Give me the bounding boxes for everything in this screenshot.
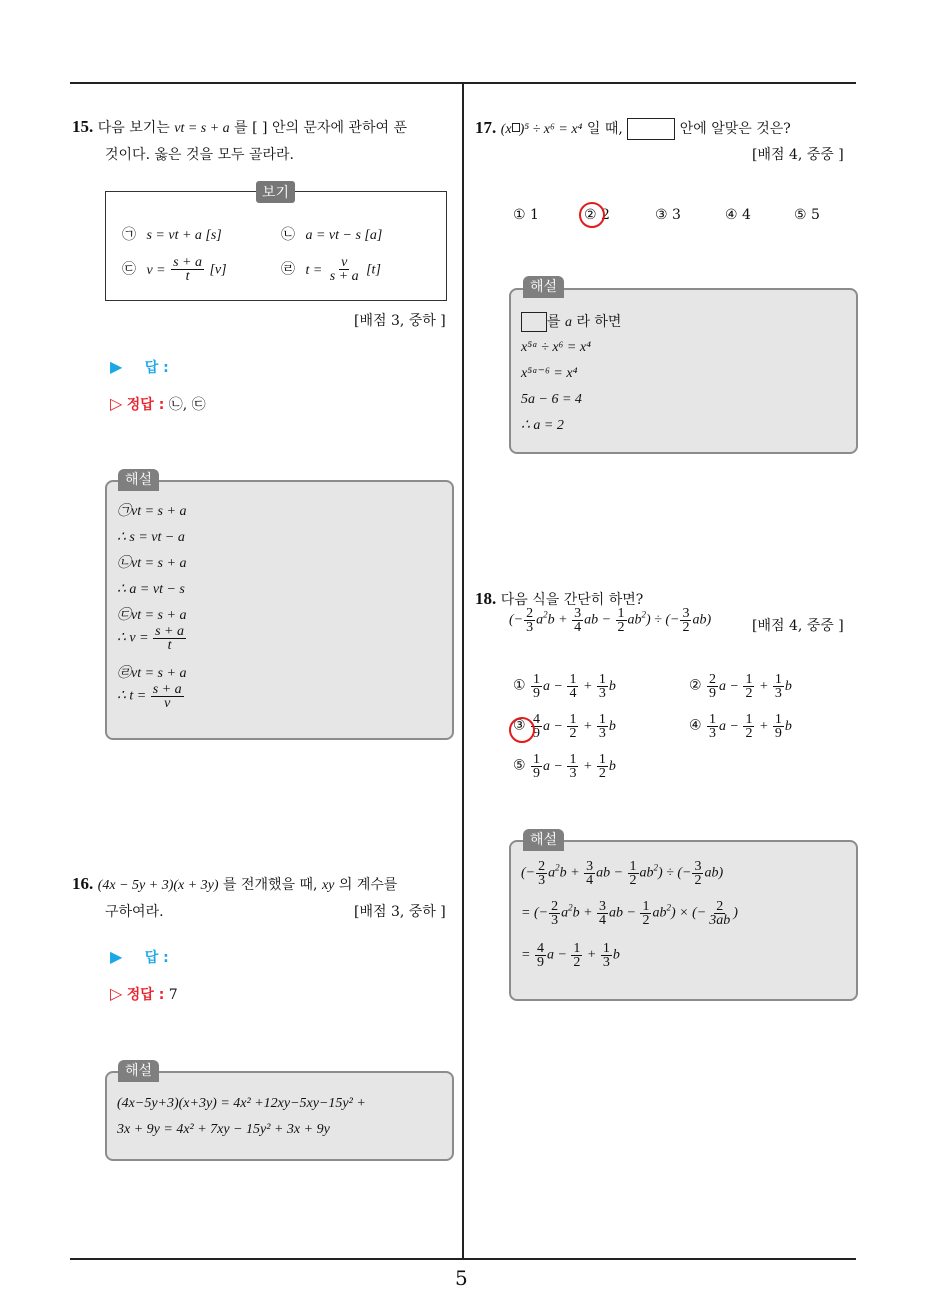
q16-solution-tab: 해설: [118, 1060, 159, 1082]
q18-choice-2[interactable]: ② $\frac{2}{9}$ a − $\frac{1}{2}$ + $\frac{1}{3}$ b: [689, 672, 792, 701]
q16-stem-a: 를 전개했을 때,: [223, 877, 318, 893]
q17-sol-blank: [521, 312, 547, 332]
q15-option-c-lhs: v =: [146, 262, 166, 278]
q18-expression: (− $\frac{2}{3}$ $a^2b$ + $\frac{3}{4}$ ab − $\frac{1}{2}$ $ab^2$) ÷ (− $\frac{3}{2}$ ab): [509, 606, 712, 635]
q15-stem-b: 를 [ ] 안의 문자에 관하여 푼: [234, 120, 408, 136]
q15-number: 15.: [72, 117, 94, 136]
outline-triangle-icon: ▷: [110, 394, 123, 413]
q15-stem-math: vt = s + a: [174, 121, 230, 136]
q17-sol-line5: ∴ a = 2: [521, 418, 564, 433]
q15-key-row: [110, 395, 206, 414]
q15-sol-line8: [117, 683, 185, 710]
q15-sol-line2: ∴ s = vt − a: [117, 530, 185, 545]
q15-line1: [72, 118, 407, 138]
play-icon: ▶: [110, 947, 123, 966]
q15-sol-line1: ㉠vt = s + a: [117, 504, 187, 519]
q16-line2: 구하여라.: [105, 904, 164, 920]
q16-stem-math: (4x − 5y + 3)(x + 3y): [97, 878, 219, 893]
q16-answer-label: 답 :: [144, 950, 169, 966]
q17-sol-line1-a: 를: [547, 314, 561, 330]
q17-sol-line4: 5a − 6 = 4: [521, 392, 582, 407]
q16-key-value: 7: [168, 987, 178, 1003]
q16-line1: [72, 875, 397, 895]
q18-solution-tab: 해설: [523, 829, 564, 851]
q15-answer-label: 답 :: [144, 360, 169, 376]
q18-sol-line2: = (− $\frac{2}{3}$ $a^2b$ + $\frac{3}{4}$ ab − $\frac{1}{2}$ $ab^2$) × (− $\frac{2}{3ab}$ ): [521, 899, 738, 928]
q15-sol-line6-lhs: ∴ v =: [117, 630, 149, 646]
q17-sol-line1-var: a: [564, 315, 572, 330]
q17-number: 17.: [475, 118, 497, 137]
q17-score: [배점 4, 중중 ]: [752, 147, 844, 163]
q15-score: [배점 3, 중하 ]: [354, 313, 446, 329]
q18-choice-3-mark: ③: [513, 717, 526, 734]
q15-option-d-num: v: [341, 255, 348, 270]
q17-sol-line3: x⁵ᵃ⁻⁶ = x⁴: [521, 366, 578, 381]
q18-number: 18.: [475, 589, 497, 608]
q16-key-label: 정답 :: [126, 987, 165, 1003]
q17-stem-end: 안에 알맞은 것은?: [679, 121, 791, 137]
q18-sol-line3: = $\frac{4}{9}$ a − $\frac{1}{2}$ + $\frac{1}{3}$ b: [521, 941, 620, 970]
q15-sol-line3: ㉡vt = s + a: [117, 556, 187, 571]
q15-sol-line7: ㉣vt = s + a: [117, 666, 187, 681]
q15-option-c-bracket: [v]: [209, 262, 227, 278]
q16-answer-row[interactable]: [110, 948, 169, 967]
q15-answer-row[interactable]: [110, 358, 169, 377]
q16-solution-box: [105, 1071, 454, 1161]
q18-choice-2-mark: ②: [689, 677, 702, 694]
q15-key-value: ㉡, ㉢: [168, 397, 206, 413]
play-icon: ▶: [110, 357, 123, 376]
q16-stem-var: xy: [321, 878, 335, 893]
q15-sol-line6-num: s + a: [155, 624, 184, 639]
q17-selected-mark: [579, 202, 605, 228]
q15-sol-line8-num: s + a: [152, 682, 182, 697]
q15-sol-line6-den: t: [167, 638, 172, 653]
q17-line1: [475, 118, 791, 140]
q18-choice-5-mark: ⑤: [513, 757, 526, 774]
q15-key-label: 정답 :: [126, 397, 165, 413]
q16-sol-line1: (4x−5y+3)(x+3y) = 4x² +12xy−5xy−15y² +: [117, 1096, 366, 1111]
q17-blank-box: [627, 118, 675, 140]
q15-option-d-mark: ㉣: [281, 261, 295, 278]
q15-option-d-bracket: [t]: [366, 262, 381, 278]
column-divider: [462, 82, 464, 1260]
q15-sol-line8-den: v: [164, 696, 171, 711]
q18-sol-line1: (− $\frac{2}{3}$ $a^2b$ + $\frac{3}{4}$ ab − $\frac{1}{2}$ $ab^2$) ÷ (− $\frac{3}{2}$ ab): [521, 859, 724, 888]
q17-sol-line2: x⁵ᵃ ÷ x⁶ = x⁴: [521, 340, 591, 355]
q15-option-d: [281, 256, 381, 283]
q15-option-d-den: s + a: [329, 269, 359, 284]
bottom-rule: [70, 1258, 856, 1260]
q18-choice-1[interactable]: ① $\frac{1}{9}$ a − $\frac{1}{4}$ + $\frac{1}{3}$ b: [513, 672, 616, 701]
q15-example-box: [105, 191, 447, 301]
q18-choice-5[interactable]: ⑤ $\frac{1}{9}$ a − $\frac{1}{3}$ + $\frac{1}{2}$ b: [513, 752, 616, 781]
q17-sol-line1: [521, 312, 621, 332]
q17-stem-word: 일 때,: [586, 121, 623, 137]
q15-sol-line6: [117, 625, 187, 652]
q15-option-c-num: s + a: [173, 255, 202, 270]
q15-option-b-text: a = vt − s [a]: [305, 228, 383, 243]
q15-option-c-den: t: [185, 269, 190, 284]
q17-choice-3[interactable]: ③ 3: [655, 207, 681, 223]
q17-solution-tab: 해설: [523, 276, 564, 298]
outline-triangle-icon: ▷: [110, 984, 123, 1003]
q15-option-a-mark: ㉠: [122, 227, 136, 243]
page-number: 5: [455, 1266, 468, 1290]
q15-stem-a: 다음 보기는: [97, 120, 170, 136]
q17-choice-5[interactable]: ⑤ 5: [794, 207, 820, 223]
q17-sol-line1-b: 라 하면: [576, 314, 622, 330]
q15-sol-line5: ㉢vt = s + a: [117, 608, 187, 623]
q18-choice-4[interactable]: ④ $\frac{1}{3}$ a − $\frac{1}{2}$ + $\frac{1}{9}$ b: [689, 712, 792, 741]
q15-option-c-mark: ㉢: [122, 261, 136, 278]
q16-stem-b: 의 계수를: [338, 877, 398, 893]
q16-score: [배점 3, 중하 ]: [354, 904, 446, 920]
q16-sol-line2: 3x + 9y = 4x² + 7xy − 15y² + 3x + 9y: [117, 1122, 330, 1137]
q17-choice-1[interactable]: ① 1: [513, 207, 539, 223]
q18-choice-3[interactable]: ③ $\frac{4}{9}$ a − $\frac{1}{2}$ + $\frac{1}{3}$ b: [513, 712, 616, 741]
q15-option-a-text: s = vt + a [s]: [146, 228, 222, 243]
q18-stem: 다음 식을 간단히 하면?: [500, 592, 644, 608]
q15-option-a: [122, 226, 222, 245]
q15-line2: 것이다. 옳은 것을 모두 골라라.: [105, 147, 294, 163]
q15-option-d-lhs: t =: [305, 262, 323, 278]
q16-number: 16.: [72, 874, 94, 893]
q17-choice-2[interactable]: ② 2: [584, 207, 610, 223]
q17-stem-mid: )⁵ ÷ x⁶ = x⁴: [519, 122, 583, 137]
q15-option-b-mark: ㉡: [281, 227, 295, 243]
q15-sol-line4: ∴ a = vt − s: [117, 582, 185, 597]
q18-score: [배점 4, 중중 ]: [752, 618, 844, 634]
q15-example-title: 보기: [256, 181, 295, 203]
q18-choice-1-mark: ①: [513, 677, 526, 694]
q15-sol-line8-lhs: ∴ t =: [117, 688, 147, 704]
q15-solution-tab: 해설: [118, 469, 159, 491]
blank-square-icon: [512, 123, 520, 132]
q15-option-c: [122, 256, 227, 283]
q16-key-row: [110, 985, 178, 1004]
q15-option-b: [281, 226, 382, 245]
q18-choice-4-mark: ④: [689, 717, 702, 734]
q17-stem-pre: (x: [500, 122, 512, 137]
q18-selected-mark: [509, 717, 535, 743]
q17-choice-4[interactable]: ④ 4: [725, 207, 751, 223]
